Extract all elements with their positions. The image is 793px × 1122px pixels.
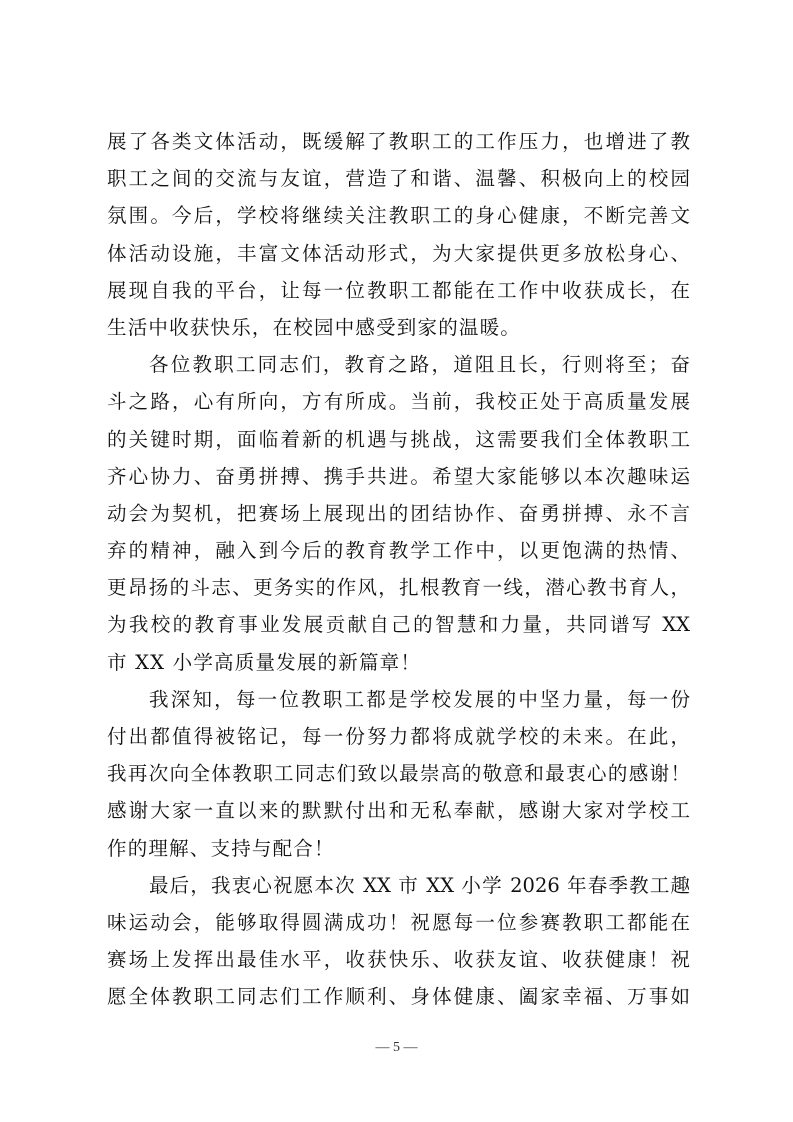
text-line: 职工之间的交流与友谊，营造了和谐、温馨、积极向上的校园	[107, 167, 690, 191]
text-line: 愿全体教职工同志们工作顺利、身体健康、阖家幸福、万事如	[107, 985, 690, 1009]
text-line: 付出都值得被铭记，每一份努力都将成就学校的未来。在此，	[107, 725, 690, 748]
text-line: 展了各类文体活动，既缓解了教职工的工作压力，也增进了教	[107, 130, 690, 153]
text-line: 弃的精神，融入到今后的教育教学工作中，以更饱满的热情、	[107, 539, 690, 563]
text-line: 展现自我的平台，让每一位教职工都能在工作中收获成长，在	[107, 278, 690, 302]
paragraph	[107, 123, 690, 346]
text-line: 为我校的教育事业发展贡献自己的智慧和力量，共同谱写 XX	[107, 613, 690, 637]
text-line: 市 XX 小学高质量发展的新篇章！	[107, 650, 422, 674]
page-number: — 5 —	[375, 1040, 418, 1055]
paragraph	[107, 346, 690, 681]
text-line: 我深知，每一位教职工都是学校发展的中坚力量，每一份	[149, 687, 690, 711]
text-line: 我再次向全体教职工同志们致以最崇高的敬意和最衷心的感谢！	[107, 762, 690, 786]
text-line: 最后，我衷心祝愿本次 XX 市 XX 小学 2026 年春季教工趣	[149, 873, 690, 897]
text-line: 的关键时期，面临着新的机遇与挑战，这需要我们全体教职工	[107, 427, 690, 451]
text-line: 体活动设施，丰富文体活动形式，为大家提供更多放松身心、	[107, 241, 690, 265]
document-body	[107, 123, 690, 1016]
text-line: 各位教职工同志们，教育之路，道阻且长，行则将至；奋	[149, 353, 690, 377]
text-line: 氛围。今后，学校将继续关注教职工的身心健康，不断完善文	[107, 204, 690, 228]
paragraph	[107, 867, 690, 1016]
text-line: 作的理解、支持与配合！	[107, 836, 335, 860]
text-line: 感谢大家一直以来的默默付出和无私奉献，感谢大家对学校工	[107, 799, 690, 823]
text-line: 动会为契机，把赛场上展现出的团结协作、奋勇拼搏、永不言	[107, 501, 690, 525]
text-line: 斗之路，心有所向，方有所成。当前，我校正处于高质量发展	[107, 390, 690, 414]
paragraph	[107, 681, 690, 867]
text-line: 味运动会，能够取得圆满成功！祝愿每一位参赛教职工都能在	[107, 910, 690, 934]
text-line: 赛场上发挥出最佳水平，收获快乐、收获友谊、收获健康！祝	[107, 948, 690, 972]
text-line: 生活中收获快乐，在校园中感受到家的温暖。	[107, 315, 522, 339]
text-line: 齐心协力、奋勇拼搏、携手共进。希望大家能够以本次趣味运	[107, 464, 690, 488]
text-line: 更昂扬的斗志、更务实的作风，扎根教育一线，潜心教书育人，	[107, 576, 690, 600]
